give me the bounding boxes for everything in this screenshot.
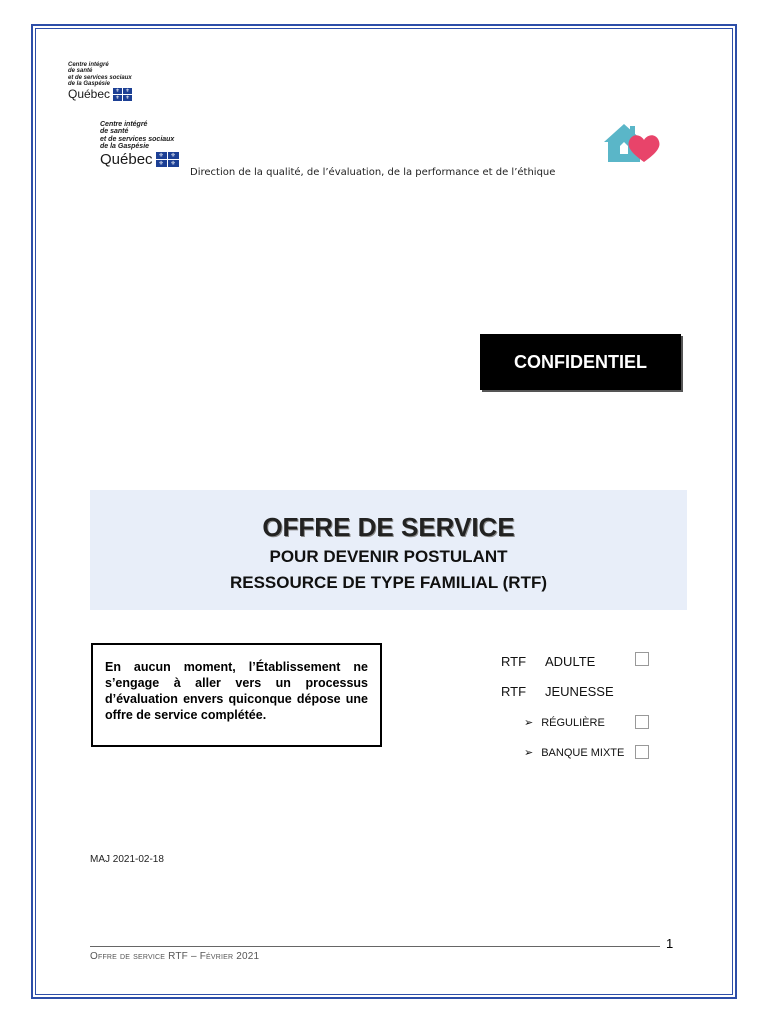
logo-small-line: et de services sociaux (68, 74, 132, 81)
logo-large-line: de santé (100, 128, 129, 136)
checkbox-reguliere[interactable] (635, 715, 649, 729)
document-subtitle-2: RESSOURCE DE TYPE FAMILIAL (RTF) (229, 573, 548, 592)
logo-large-quebec (100, 151, 179, 168)
option-banque-mixte (524, 746, 624, 759)
logo-small-line: de la Gaspésie (68, 80, 111, 87)
document-subtitle-1: POUR DEVENIR POSTULANT (269, 547, 508, 566)
option-label: JEUNESSE (545, 684, 614, 699)
arrow-bullet-icon: ➢ (524, 717, 534, 729)
logo-large-text (100, 121, 179, 150)
logo-small-text (68, 62, 132, 87)
option-label: RÉGULIÈRE (541, 716, 605, 729)
page-number: 1 (666, 936, 674, 951)
logo-small-province: Québec (68, 87, 111, 102)
option-label: ADULTE (545, 654, 596, 669)
direction-subtitle: Direction de la qualité, de l’évaluation, de la performance et de l’éthique (190, 167, 556, 178)
footer-divider (90, 946, 660, 947)
quebec-flag-icon: ⚜ ⚜ ⚜ ⚜ (156, 152, 179, 167)
option-tag: RTF (501, 684, 527, 699)
option-rtf-adulte (501, 654, 595, 669)
disclaimer-box: En aucun moment, l’Établissement ne s’engage à aller vers un processus d’évaluation envers quiconque dépose une offre de service complétée. (91, 643, 382, 747)
cisss-logo-large (100, 121, 179, 168)
title-band (90, 490, 687, 610)
logo-large-line: Centre intégré (100, 121, 148, 128)
option-rtf-jeunesse (501, 684, 614, 699)
logo-large-province: Québec (100, 151, 153, 169)
arrow-bullet-icon: ➢ (524, 747, 534, 759)
footer-text (90, 951, 259, 962)
option-tag: RTF (501, 654, 527, 669)
option-reguliere (524, 716, 605, 729)
document-title: OFFRE DE SERVICE (262, 512, 515, 542)
checkbox-banque-mixte[interactable] (635, 745, 649, 759)
house-heart-icon (600, 116, 662, 168)
cisss-logo-small (68, 62, 132, 101)
footer-label: Offre de service RTF – Février 2021 (90, 951, 260, 962)
update-date: MAJ 2021-02-18 (90, 854, 164, 865)
logo-small-line: Centre intégré (68, 62, 109, 68)
option-label: BANQUE MIXTE (541, 746, 625, 759)
logo-large-line: de la Gaspésie (100, 143, 150, 151)
confidential-badge: CONFIDENTIEL (480, 334, 681, 390)
quebec-flag-icon: ⚜ ⚜ ⚜ ⚜ (113, 88, 132, 101)
logo-large-line: et de services sociaux (100, 135, 175, 143)
logo-small-line: de santé (68, 68, 93, 75)
checkbox-rtf-adulte[interactable] (635, 652, 649, 666)
logo-small-quebec (68, 87, 132, 101)
